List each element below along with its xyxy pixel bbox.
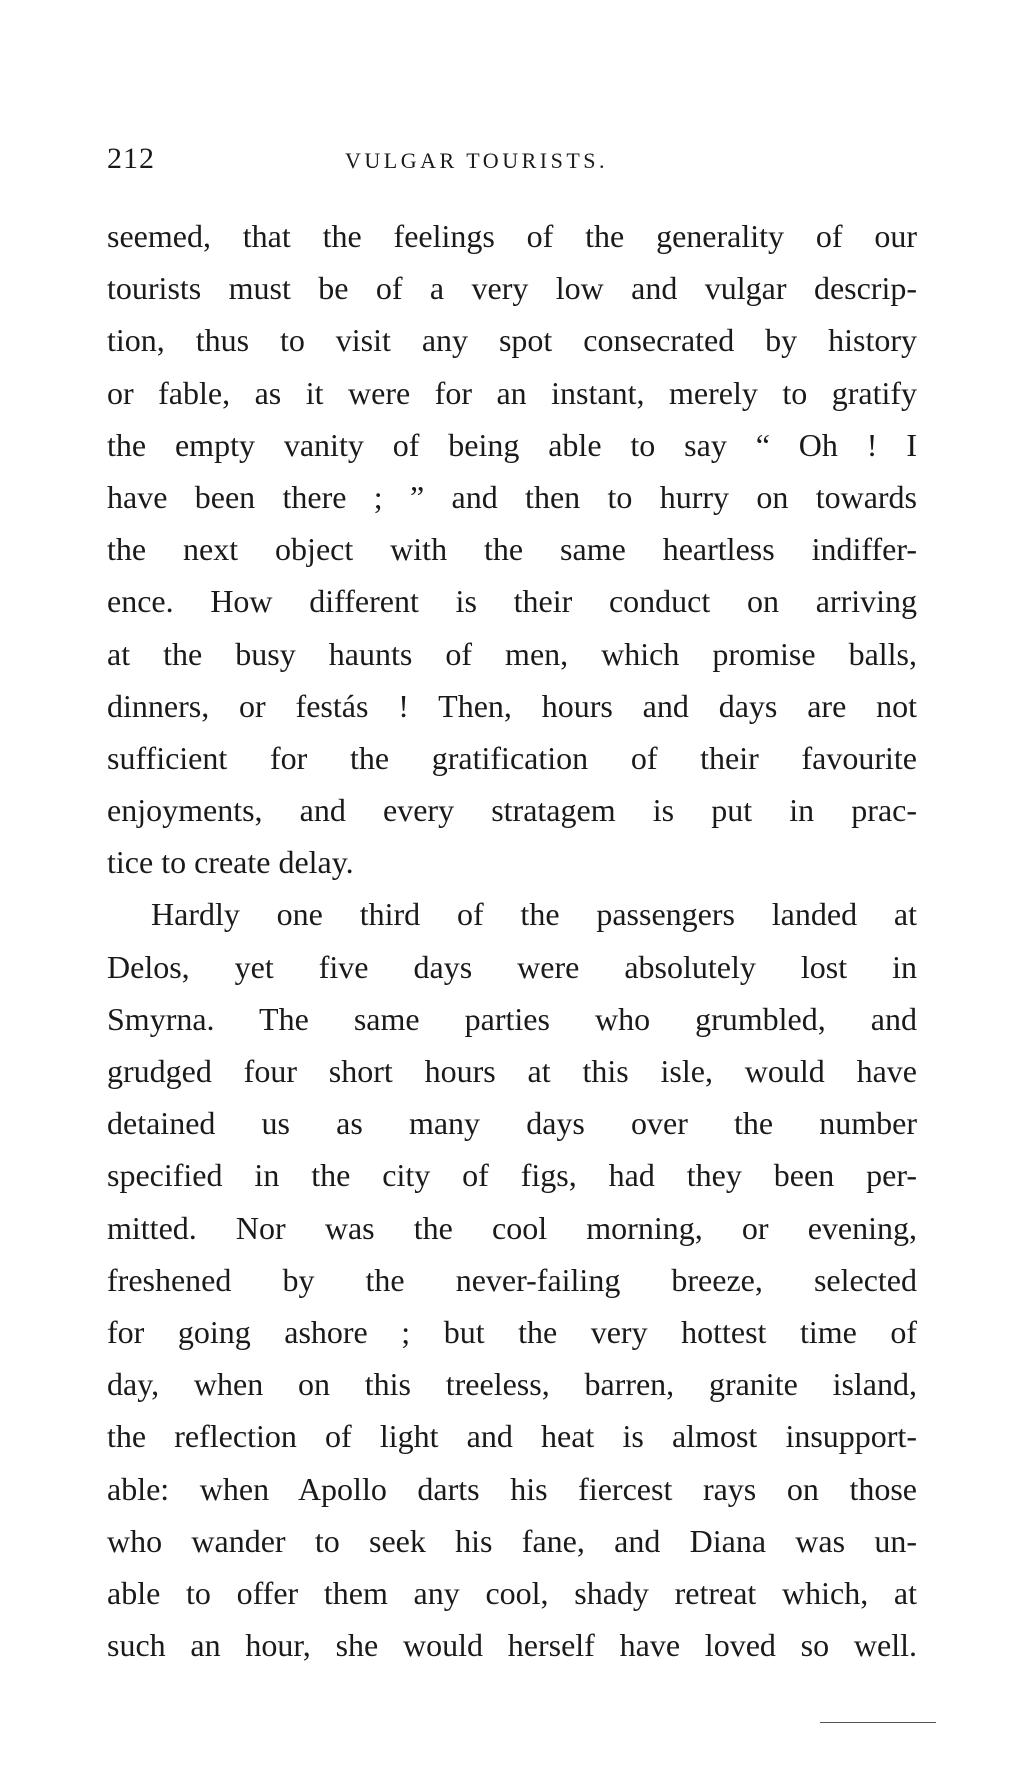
text-line: Delos, yet five days were absolutely lost in xyxy=(107,948,917,985)
text-line: grudged four short hours at this isle, would have xyxy=(107,1053,917,1089)
text-line: seemed, that the feelings of the generality of our xyxy=(107,218,917,254)
printer-rule xyxy=(820,1722,936,1723)
text-line: day, when on this treeless, barren, granite island, xyxy=(107,1366,917,1403)
text-line: enjoyments, and every stratagem is put in prac- xyxy=(107,792,917,829)
body-text xyxy=(107,210,917,1671)
text-line: the empty vanity of being able to say “ Oh ! I xyxy=(107,426,917,463)
text-line: such an hour, she would herself have loved so well. xyxy=(107,1627,917,1664)
text-line: specified in the city of figs, had they been per- xyxy=(107,1157,917,1194)
text-line: Hardly one third of the passengers landed at xyxy=(151,896,917,933)
text-line: mitted. Nor was the cool morning, or evening, xyxy=(107,1209,917,1246)
text-line: tice to create delay. xyxy=(107,844,354,881)
text-line: sufficient for the gratification of their favourite xyxy=(107,739,917,776)
running-head: VULGAR TOURISTS. xyxy=(345,148,608,173)
text-line: tion, thus to visit any spot consecrated by history xyxy=(107,322,917,359)
text-line: at the busy haunts of men, which promise balls, xyxy=(107,635,917,672)
text-line: or fable, as it were for an instant, merely to gratify xyxy=(107,374,917,411)
page-number: 212 xyxy=(107,142,155,175)
text-line: detained us as many days over the number xyxy=(107,1105,917,1142)
text-line: tourists must be of a very low and vulgar descrip- xyxy=(107,270,917,307)
text-line: able to offer them any cool, shady retreat which, at xyxy=(107,1574,917,1611)
text-line: dinners, or festás ! Then, hours and days are not xyxy=(107,687,917,724)
text-line: ence. How different is their conduct on arriving xyxy=(107,583,917,620)
text-line: the next object with the same heartless indiffer- xyxy=(107,531,917,568)
text-line: freshened by the never-failing breeze, selected xyxy=(107,1261,917,1298)
text-line: Smyrna. The same parties who grumbled, and xyxy=(107,1000,917,1037)
text-line: able: when Apollo darts his fiercest rays on those xyxy=(107,1470,917,1507)
text-line: who wander to seek his fane, and Diana was un- xyxy=(107,1522,917,1559)
text-line: the reflection of light and heat is almost insupport- xyxy=(107,1418,917,1455)
text-line: have been there ; ” and then to hurry on towards xyxy=(107,478,917,515)
text-line: for going ashore ; but the very hottest time of xyxy=(107,1313,917,1350)
